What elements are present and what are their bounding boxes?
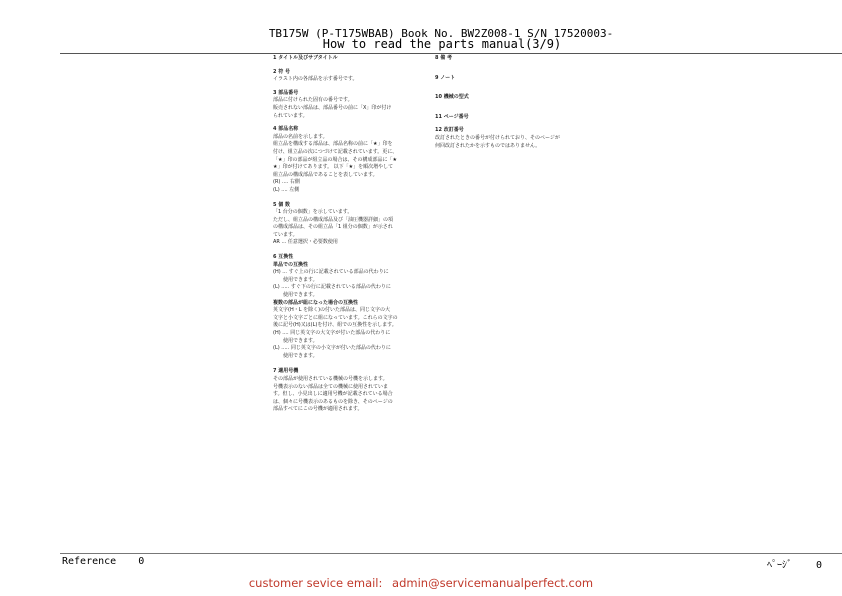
- section-7-line: す。但し、小見出しに適用号機が記載されている場合: [273, 391, 393, 398]
- left-section-heading: 2 符 号: [273, 68, 290, 75]
- left-section-line: (R) .... 右側: [273, 179, 300, 186]
- right-section: [435, 114, 605, 122]
- right-section-heading: 9 ノート: [435, 74, 456, 81]
- left-sections: [273, 55, 433, 262]
- left-section-line: ただし、組立品の構成部品及び「油圧機器詳細」の項: [273, 216, 394, 223]
- left-section-line: 部品の名前を示します。: [273, 133, 328, 140]
- interchange-item: [273, 345, 433, 353]
- interchange-mark: (H) ....: [273, 330, 289, 336]
- left-section-line: (L) .... 左側: [273, 186, 300, 193]
- interchange-text: すぐ上の行に記載されている部品の代わりに: [288, 269, 389, 276]
- left-section-line: 部品に付けられた固有の番号です。: [273, 97, 353, 104]
- left-section-heading: 5 個 数: [273, 201, 290, 208]
- left-section: [273, 55, 433, 63]
- right-section: [435, 75, 605, 83]
- left-column: [273, 55, 433, 420]
- left-section-line: 組立品を構成する部品は、部品名称の前に「★」印を: [273, 141, 393, 148]
- left-section-line: ★」印が付けてあります。 以下「★」を順次増やして: [273, 164, 394, 171]
- left-section-heading: 1 タイトル及びサブタイトル: [273, 55, 338, 61]
- interchange-mark: (L) .....: [273, 284, 290, 291]
- footer-divider: [60, 553, 842, 554]
- left-section: [273, 254, 433, 262]
- interchange-mark: (H) ...: [273, 269, 288, 276]
- right-section: [435, 127, 605, 150]
- interchange-text: 同じ英文字の小文字が付いた部品の代わりに: [290, 345, 391, 352]
- page-value: 0: [815, 560, 822, 571]
- section-7-line: その部品が使用されている機械の号機を示します。: [273, 375, 388, 382]
- left-section-line: ています。: [273, 231, 298, 238]
- left-section-heading: 4 部品名称: [273, 126, 299, 133]
- interchange-cont: 使用できます。: [283, 292, 318, 299]
- left-section-line: の構成部品は、その組立品「1 組分の個数」が示され: [273, 224, 393, 231]
- left-section-line: 組立品の構成部品であることを表しています。: [273, 171, 378, 178]
- right-section-heading: 10 機械の型式: [435, 94, 469, 101]
- reference-label: Reference: [62, 556, 117, 567]
- right-section-line: 改訂されたときの番号が付けられており、そのページが: [435, 134, 560, 141]
- left-section-line: 販売されない部品は、部品番号の前に「X」印が付け: [273, 104, 392, 111]
- document-header: [0, 28, 842, 50]
- interchange-single-heading: 単品での互換性: [273, 261, 309, 268]
- footer-reference: [62, 556, 144, 567]
- combo-line: 英文字(H・L を除く)の付いた部品は、同じ文字の大: [273, 307, 391, 314]
- interchange-cont: 使用できます。: [283, 337, 318, 344]
- right-section: [435, 55, 605, 63]
- left-section: [273, 69, 433, 84]
- left-section-line: 付け、組立品の次につづけて記載されています。更に、: [273, 148, 398, 155]
- combo-line: 文字と小文字ごとに組になっています。これらの文字の: [273, 314, 398, 321]
- right-section-heading: 11 ページ番号: [435, 113, 469, 120]
- footer-page: [767, 556, 822, 571]
- reference-value: 0: [138, 556, 145, 567]
- interchange-combo-heading: 複数の部品が組になった場合の互換性: [273, 299, 359, 306]
- contact-label: customer sevice email:: [248, 576, 383, 590]
- right-section: [435, 94, 605, 102]
- left-section: [273, 202, 433, 248]
- interchange-cont: 使用できます。: [283, 276, 318, 283]
- section-7-line: 号機表示のない部品は全ての機械に使用されていま: [273, 383, 389, 390]
- interchange-text: すぐ下の行に記載されている部品の代わりに: [290, 284, 391, 291]
- left-section-line: 「1 台分の個数」を示しています。: [273, 209, 353, 216]
- right-section-heading: 12 改訂番号: [435, 127, 464, 134]
- right-column: [435, 55, 605, 150]
- interchange-block: [273, 262, 433, 361]
- right-section-heading: 8 備 考: [435, 55, 452, 61]
- section-7-lines: [273, 376, 433, 414]
- right-sections: [435, 55, 605, 150]
- left-section-heading: 3 部品番号: [273, 89, 299, 96]
- single-items: [273, 269, 433, 299]
- left-section: [273, 90, 433, 120]
- left-section-line: AR ... 任意選択・必要数使用: [273, 239, 338, 246]
- left-section: [273, 126, 433, 194]
- interchange-cont: 使用できます。: [283, 352, 318, 359]
- page-label: ﾍﾟｰｼﾞ: [766, 560, 792, 571]
- combo-items: [273, 330, 433, 360]
- section-7-line: は、個々に号機表示のあるものを除き、そのページの: [273, 398, 393, 405]
- interchange-mark: (L) .....: [273, 345, 290, 352]
- interchange-text: 同じ英文字の大文字が付いた部品の代わりに: [290, 330, 391, 336]
- section-7-heading: 7 適用号機: [273, 368, 299, 375]
- combo-line: 後に記号(H)又は(L)を付け、組での互換性を示します。: [273, 322, 397, 329]
- section-7: [273, 368, 433, 414]
- left-section-line: られています。: [273, 112, 308, 119]
- contact-line: [0, 576, 842, 590]
- section-7-line: 部品すべてにこの号機が適用されます。: [273, 406, 363, 413]
- combo-lines: [273, 307, 433, 330]
- left-section-line: イラスト内の各部品を示す番号です。: [273, 76, 358, 83]
- interchange-item: [273, 269, 433, 277]
- page-title: How to read the parts manual(3/9): [322, 37, 562, 51]
- right-section-line: 何回改訂されたかを示すものではありません。: [435, 142, 541, 149]
- interchange-item: [273, 330, 433, 338]
- header-divider: [60, 53, 842, 54]
- contact-email[interactable]: admin@servicemanualperfect.com: [392, 576, 594, 590]
- left-section-heading: 6 互換性: [273, 254, 294, 261]
- header-model-line: TB175W (P-T175WBAB) Book No. BW2Z008-1 S/N 17520003-: [268, 27, 614, 40]
- interchange-item: [273, 284, 433, 292]
- left-section-line: 「★」印の部品が組立品の場合は、その構成部品に「★: [273, 156, 397, 163]
